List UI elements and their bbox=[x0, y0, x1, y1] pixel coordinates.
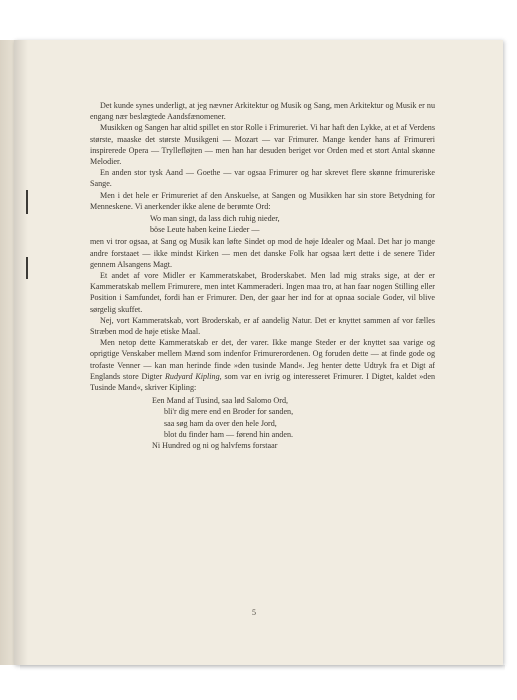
paragraph-7: Nej, vort Kammeratskab, vort Broderskab, er af aandelig Natur. Det er knyttet sammen af vor fælles Stræben mod de høje etiske Maal. bbox=[90, 315, 435, 337]
kipling-verse bbox=[90, 395, 435, 451]
verse-line: saa søg ham da over den hele Jord, bbox=[164, 418, 277, 428]
author-name: Rudyard Kipling bbox=[164, 371, 220, 381]
paragraph-3: En anden stor tysk Aand — Goethe — var ogsaa Frimurer og har skrevet flere skønne frimureriske Sange. bbox=[90, 168, 435, 189]
page-bottom-shadow bbox=[20, 665, 505, 671]
verse-line: böse Leute haben keine Lieder — bbox=[150, 225, 260, 235]
goethe-verse bbox=[90, 213, 435, 235]
verse-line: Ni Hundred og ni og halvfems forstaar bbox=[152, 441, 278, 451]
paragraph-4: Men i det hele er Frimureriet af den Anskuelse, at Sangen og Musikken har sin store Betydning for Menneskene. Vi anerkender ikke alene de berømte Ord: bbox=[90, 190, 435, 211]
body-text bbox=[90, 100, 435, 452]
verse-line: Een Mand af Tusind, saa lød Salomo Ord, bbox=[152, 396, 289, 406]
page-number: 5 bbox=[252, 608, 256, 617]
staple-top bbox=[26, 190, 28, 214]
verse-line: Wo man singt, da lass dich ruhig nieder, bbox=[150, 214, 280, 224]
verse-line: blot du finder ham — førend hin anden. bbox=[164, 429, 294, 439]
paragraph-8-start: Men netop dette Kammeratskab er det, der varer. Ikke mange Steder er der knyttet saa varige og oprigtige Venskaber mellem Mænd som indenfor Frimurerordenen. Og foruden dette — at finde gode og trofaste Venner — kan man herinde finde »den tusinde Mand«. Jeg henter dette Udtryk fra et Digt af Englands store Digter bbox=[90, 338, 435, 381]
paragraph-6: Et andet af vore Midler er Kammeratskabet, Broderskabet. Men lad mig straks sige, at der er Kammeratskab mellem Frimurere, men intet Kammeraderi. Ingen maa tro, at han faar nogen Stilling eller Position i Samfundet, fordi han er Frimurer. Den, der gaar her ind for at opnaa sociale Goder, vil blive sørgelig skuffet. bbox=[90, 271, 435, 314]
paragraph-8 bbox=[90, 337, 435, 393]
paragraph-5: men vi tror ogsaa, at Sang og Musik kan løfte Sindet op mod de høje Idealer og Maal. Det har jo mange andre forstaaet — ikke mindst Kirken — men det danske Folk har ogsaa lært dette i de senere Tider gennem Alsangens Magt. bbox=[90, 237, 435, 269]
paragraph-2: Musikken og Sangen har altid spillet en stor Rolle i Frimureriet. Vi har haft den Lykke, at et af Verdens største, maaske det største Musikgeni — Mozart — var Frimurer. Mange kender hans af Frimureri inspirerede Opera — Tryllefløjten — men han har desuden beriget vor Orden med et stort Antal skønne Melodier. bbox=[90, 123, 435, 167]
paragraph-1: Det kunde synes underligt, at jeg nævner Arkitektur og Musik og Sang, men Arkitektur og Musik er nu engang nær beslægtede Aandsfænomener. bbox=[90, 101, 435, 122]
paragraph-8-end: , som var en ivrig og interesseret Frimurer. I Digtet, kaldet »den Tusinde Mand«, skriver Kipling: bbox=[90, 371, 435, 393]
spine-shadow bbox=[14, 40, 28, 665]
verse-line: bli'r dig mere end en Broder for sanden, bbox=[164, 407, 294, 417]
staple-bottom bbox=[26, 257, 28, 279]
